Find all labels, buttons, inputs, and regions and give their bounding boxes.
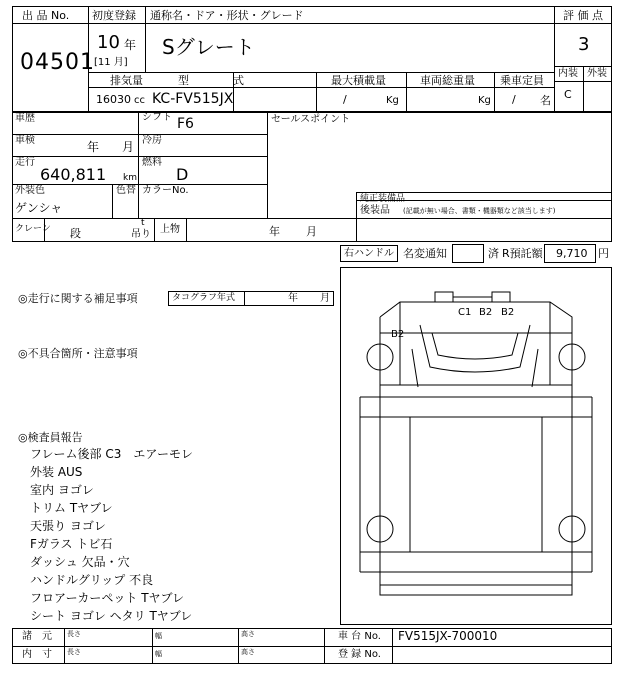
score-label: 評 価 点 [563, 9, 603, 22]
inspector-line: 天張り ヨゴレ [30, 519, 106, 533]
grade-value: Sグレート [162, 35, 255, 59]
recycle-deposit-label: R預託額 [502, 247, 543, 260]
capacity-unit: 名 [540, 94, 551, 107]
aftermarket-label: 後装品 [360, 205, 390, 216]
ac-label: 冷房 [142, 135, 162, 146]
aftermarket-note: (記載が無い場合、書類・機器類など該当します) [403, 207, 556, 215]
mileage-value: 640,811 [40, 165, 107, 184]
color-label: 外装色 [15, 185, 45, 196]
inspector-line: 室内 ヨゴレ [30, 483, 94, 497]
recycle-deposit-value: 9,710 [556, 247, 588, 260]
driving-notes-label: ◎走行に関する補足事項 [18, 292, 138, 305]
inspector-line: シート ヨゴレ ヘタリ Tヤブレ [30, 609, 193, 623]
grade-header: 通称名・ドア・形状・グレード [150, 9, 304, 22]
damage-mark-b2: B2 [391, 329, 405, 340]
color-change-label: 色替 [116, 185, 136, 196]
inspection-label: 車検 [15, 135, 35, 146]
displacement-unit: cc [134, 95, 145, 106]
upper-label: 上物 [160, 224, 180, 235]
lot-number: 04501 [20, 50, 95, 75]
length-label: 長さ [67, 648, 81, 656]
reg-year-unit: 年 [124, 38, 137, 52]
inspection-month: 月 [122, 140, 135, 154]
shift-value: F6 [177, 116, 194, 132]
inspector-line: Fガラス トビ石 [30, 537, 113, 551]
name-change-box [452, 244, 484, 263]
inspector-line: フロアーカーペット Tヤブレ [30, 591, 185, 605]
recycle-label: 済 [488, 247, 499, 260]
interior-label: 内装 [558, 68, 578, 79]
tacho-label: タコグラフ年式 [172, 293, 236, 303]
crane-hoist: 吊り [131, 229, 151, 240]
displacement-value: 16030 [96, 93, 131, 106]
reg-no-label: 登 録 No. [338, 649, 381, 660]
crane-label: クレーン [15, 224, 51, 234]
genuine-equip-label: 純正装備品 [360, 194, 406, 204]
damage-mark-b2: B2 [479, 307, 493, 318]
inner-label: 内 寸 [22, 649, 52, 660]
vehicle-diagram [340, 267, 612, 625]
exterior-label: 外装 [587, 68, 607, 79]
length-label: 長さ [67, 630, 81, 638]
crane-t: t [141, 218, 145, 228]
reg-month: [11 月] [94, 57, 128, 68]
right-hand-label: 右ハンドル [344, 248, 394, 259]
width-label: 幅 [155, 650, 162, 658]
mileage-unit: km [123, 173, 137, 183]
inspector-label: ◎検査員報告 [18, 431, 83, 444]
max-load-value: / [343, 93, 347, 106]
height-label: 高さ [241, 648, 255, 656]
inspector-line: トリム Tヤブレ [30, 501, 113, 515]
recycle-unit: 円 [598, 247, 609, 260]
gross-weight-label: 車両総重量 [420, 74, 475, 87]
model-value: KC-FV515JX [152, 91, 234, 107]
damage-mark-c1: C1 [458, 307, 472, 318]
max-load-unit: Kg [386, 95, 399, 106]
shift-label: シフト [142, 112, 172, 123]
inspection-year: 年 [87, 140, 100, 154]
fuel-value: D [176, 165, 189, 184]
inspector-line: ダッシュ 欠品・穴 [30, 555, 130, 569]
gross-weight-unit: Kg [478, 95, 491, 106]
upper-month: 月 [306, 225, 317, 238]
chassis-label: 車 台 No. [338, 631, 381, 642]
sales-point-label: セールスポイント [271, 114, 351, 125]
upper-year: 年 [269, 225, 280, 238]
specs-label: 諸 元 [22, 631, 52, 642]
max-load-label: 最大積載量 [331, 74, 386, 87]
inspector-line: 外装 AUS [30, 465, 83, 479]
tacho-year: 年 [288, 293, 298, 304]
tacho-month: 月 [320, 293, 330, 304]
defects-label: ◎不具合箇所・注意事項 [18, 347, 138, 360]
first-reg-label: 初度登録 [92, 9, 136, 22]
fuel-label: 燃料 [142, 157, 162, 168]
name-change-label: 名変通知 [403, 247, 447, 260]
capacity-label: 乗車定員 [500, 74, 544, 87]
displacement-label: 排気量 [110, 74, 143, 87]
interior-value: C [564, 88, 572, 101]
history-label: 車歴 [15, 113, 35, 124]
damage-mark-b2: B2 [501, 307, 515, 318]
color-no-label: カラーNo. [142, 185, 189, 196]
inspector-line: ハンドルグリップ 不良 [30, 573, 154, 587]
reg-year: 10 [97, 32, 120, 53]
lot-label: 出 品 No. [22, 9, 70, 22]
width-label: 幅 [155, 632, 162, 640]
mileage-label: 走行 [15, 157, 35, 168]
crane-stage: 段 [70, 227, 81, 240]
score-value: 3 [578, 34, 590, 55]
inspector-line: フレーム後部 C3 エアーモレ [30, 447, 193, 461]
chassis-value: FV515JX-700010 [398, 629, 498, 643]
color-value: ゲンシャ [15, 201, 63, 215]
capacity-value: / [512, 93, 516, 106]
height-label: 高さ [241, 630, 255, 638]
model-label: 型 式 [178, 74, 244, 87]
